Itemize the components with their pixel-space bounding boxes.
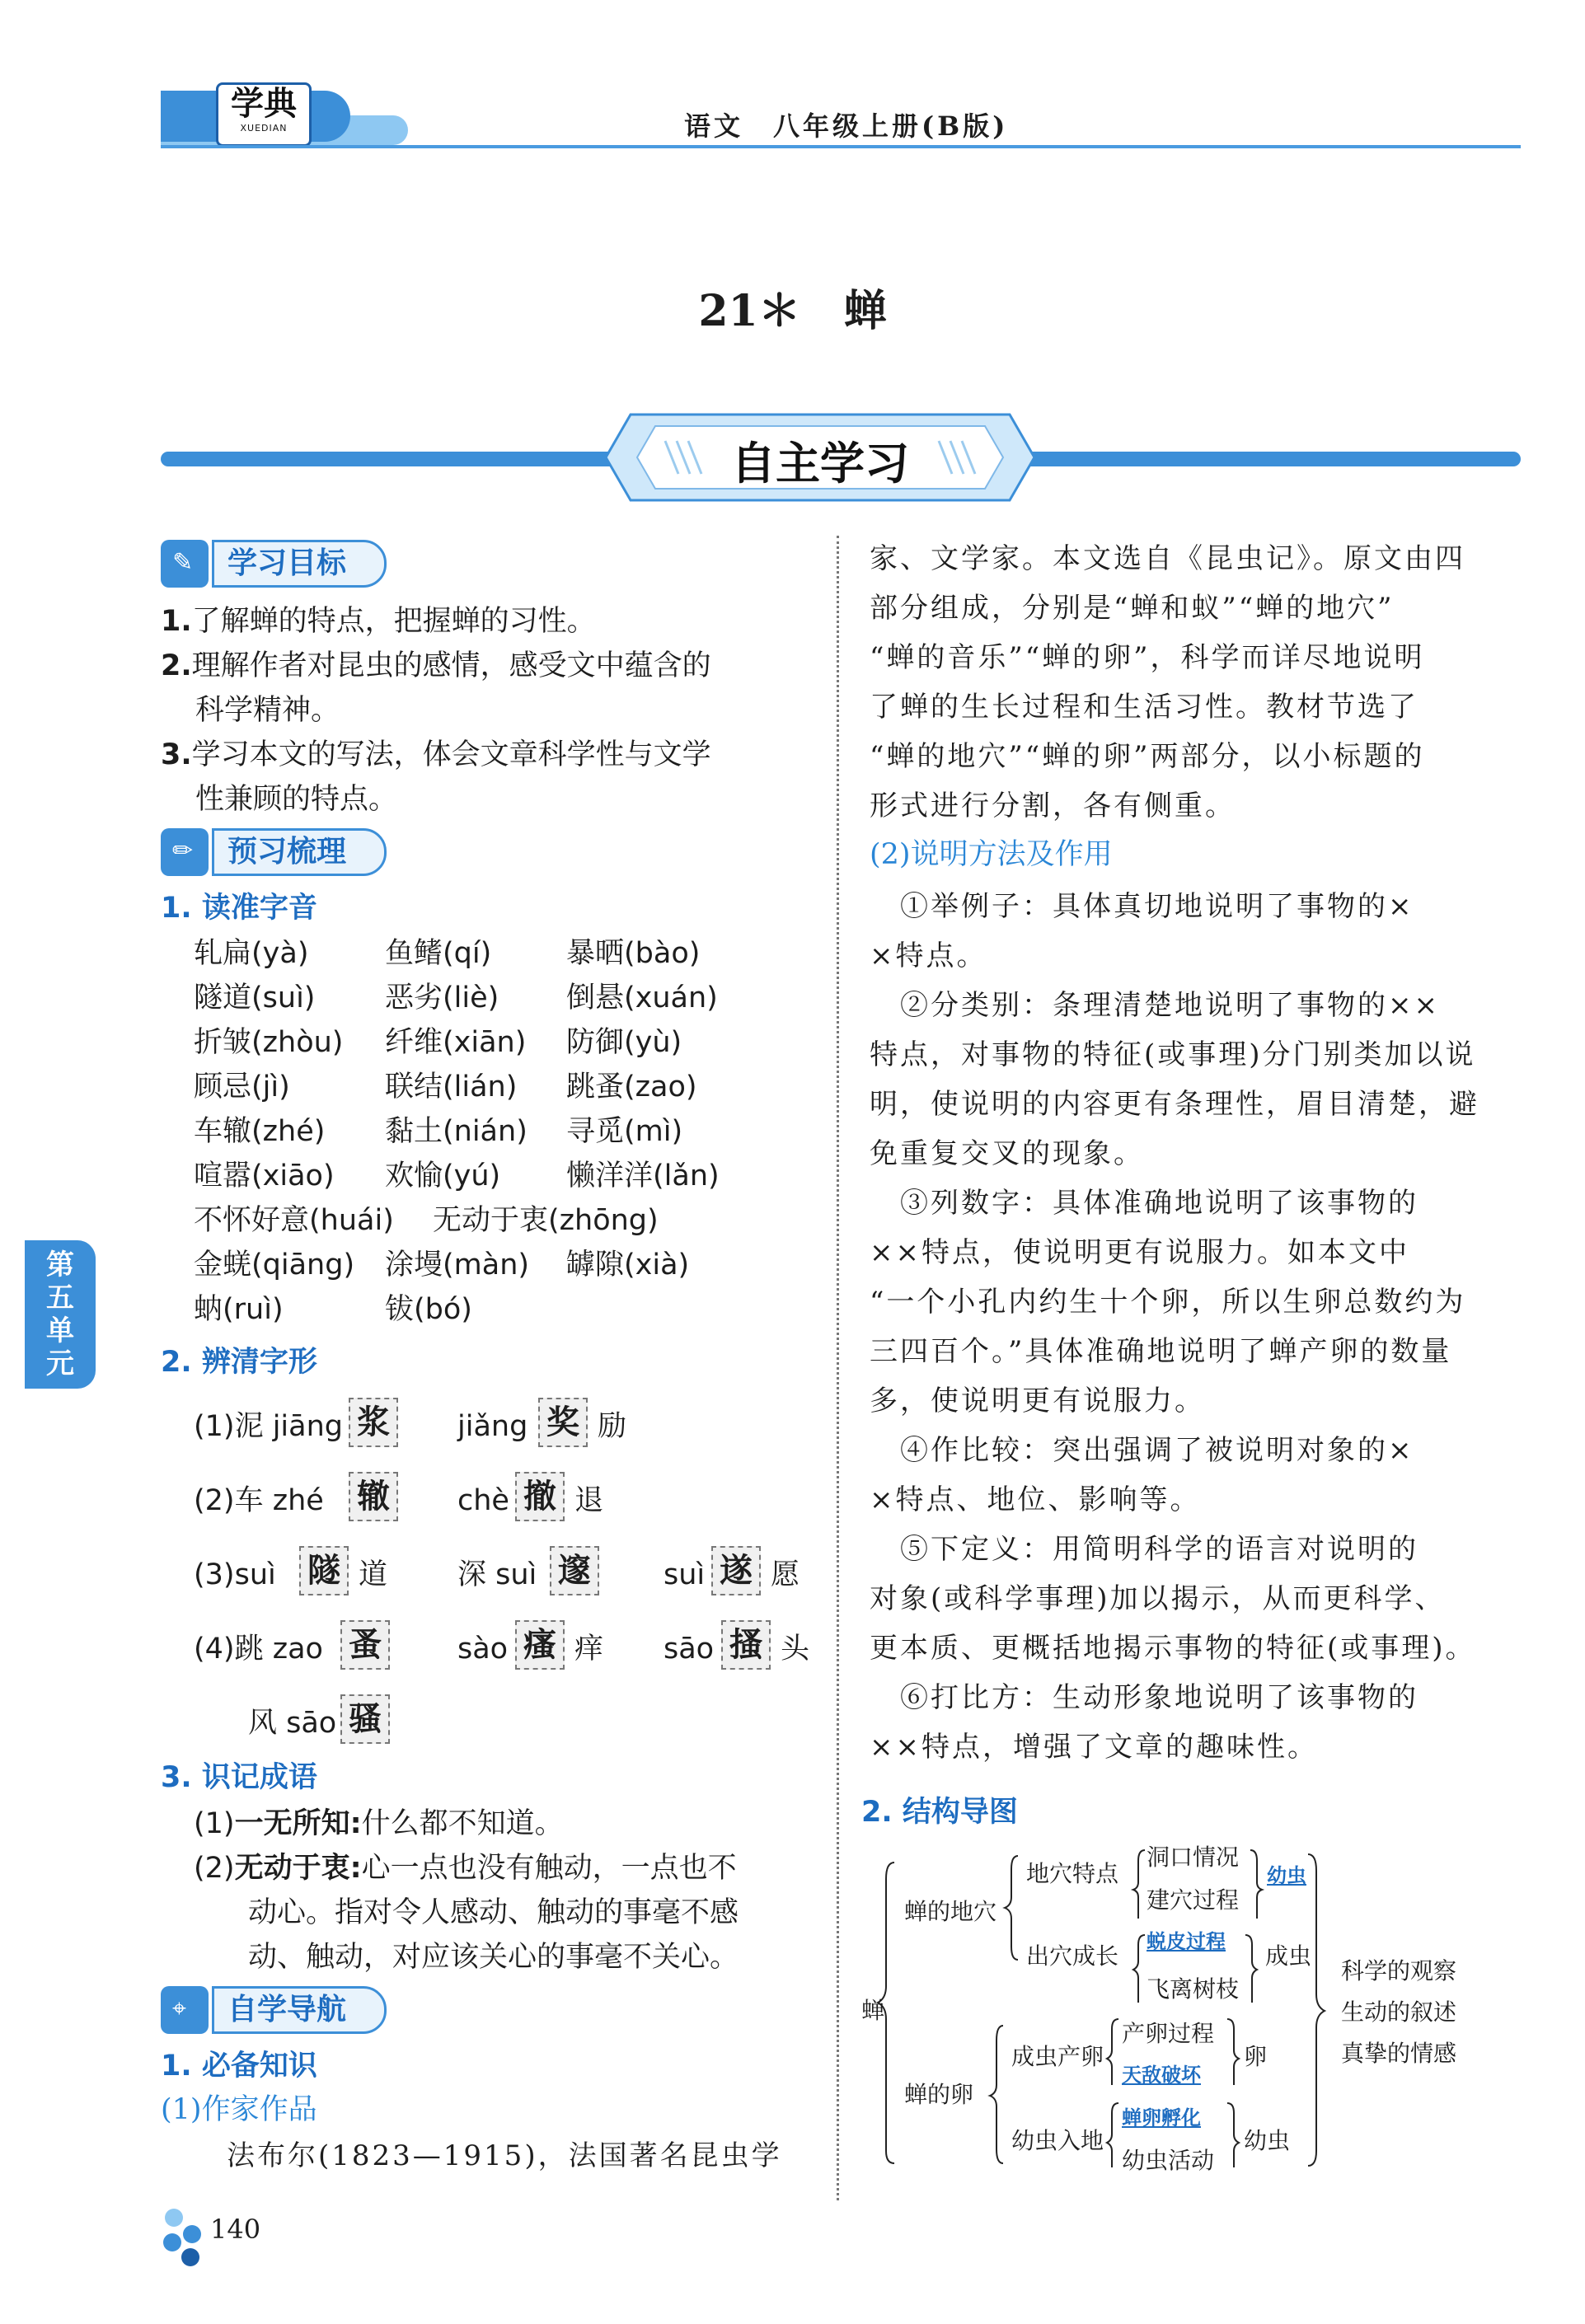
- glyph-heading: 2. 辨清字形: [161, 1346, 317, 1379]
- idiom-heading: 3. 识记成语: [161, 1761, 317, 1794]
- goals-list: 1.了解蝉的特点，把握蝉的习性。 2.理解作者对昆虫的感情，感受文中蕴含的 科学精神。 3.学习本文的写法，体会文章科学性与文学 性兼顾的特点。: [161, 605, 711, 816]
- methods-heading: (2)说明方法及作用: [870, 838, 1113, 871]
- page-number: 140: [210, 2214, 261, 2245]
- pencil-icon: ✏: [161, 828, 209, 876]
- author-heading: (1)作家作品: [161, 2093, 317, 2126]
- telescope-icon: ⌖: [161, 1986, 209, 2034]
- header-subject: 语文 八年级上册(B版): [684, 110, 1009, 142]
- idiom-list: (1)一无所知:什么都不知道。 (2)无动于衷:心一点也没有触动，一点也不 动心。指对令人感动、触动的事毫不感 动、触动，对应该关心的事毫不关心。: [194, 1807, 739, 1974]
- unit-side-tab: 第五单元: [25, 1240, 96, 1389]
- diagram-heading: 2. 结构导图: [861, 1796, 1018, 1829]
- structure-diagram: 蝉 蝉的地穴 地穴特点 洞口情况 建穴过程 幼虫 出穴成长 蜕皮过程 飞离树枝 成虫 蝉的卵 成虫产卵 产卵过程 天敌破坏 卵 幼虫入地 蝉卵孵化 幼虫活动 幼虫 科学的观察 生动的叙述 真挚的情感: [861, 1846, 1521, 2176]
- page-decor-dot: [165, 2209, 183, 2227]
- author-text: 法布尔(1823—1915)，法国著名昆虫学: [227, 2139, 782, 2172]
- glyph-table: (1)泥 jiāng 浆 jiǎng 奖 励 (2)车 zhé 辙 chè 撤 退 (3)suì 隧 道 深 suì 邃 suì 遂 愿 (4)跳 zao 蚤 sào 瘙 痒 sāo 搔 头 风 sāo 骚: [194, 1393, 828, 1764]
- page-decor-dot: [181, 2248, 199, 2266]
- header-rule: [161, 145, 1521, 148]
- pron-heading: 1. 读准字音: [161, 892, 317, 925]
- publisher-logo: 学典 XUEDIAN: [216, 82, 312, 147]
- knowledge-heading: 1. 必备知识: [161, 2050, 317, 2083]
- reader-icon: ✎: [161, 540, 209, 588]
- page-decor-dot: [183, 2225, 201, 2243]
- banner-title: 自主学习: [731, 438, 909, 490]
- lesson-title: 21＊ 蝉: [698, 286, 887, 336]
- page-decor-dot: [163, 2233, 181, 2251]
- intro-paragraph: 家、文学家。本文选自《昆虫记》。原文由四 部分组成，分别是“蝉和蚁”“蝉的地穴” “蝉的音乐”“蝉的卵”，科学而详尽地说明 了蝉的生长过程和生活习性。教材节选了 “蝉的地穴”“蝉的卵”两部分，以小标题的 形式进行分割，各有侧重。: [870, 542, 1465, 822]
- methods-paragraphs: ①举例子：具体真切地说明了事物的× ×特点。 ②分类别：条理清楚地说明了事物的×× 特点，对事物的特征(或事理)分门别类加以说 明，使说明的内容更有条理性，眉目清楚，避 免重复交叉的现象。 ③列数字：具体准确地说明了该事物的 ××特点，使说明更有说服力。如本文中 “一个小孔内约生十个卵，所以生卵总数约为 三四百个。”具体准确地说明了蝉产卵的数量 多，使说明更有说服力。 ④作比较：突出强调了被说明对象的× ×特点、地位、影响等。 ⑤下定义：用简明科学的语言对说明的 对象(或科学事理)加以揭示，从而更科学、 更本质、更概括地揭示事物的特征(或事理)。 ⑥打比方：生动形象地说明了该事物的 ××特点，增强了文章的趣味性。: [870, 890, 1479, 1764]
- column-divider: [837, 536, 839, 2200]
